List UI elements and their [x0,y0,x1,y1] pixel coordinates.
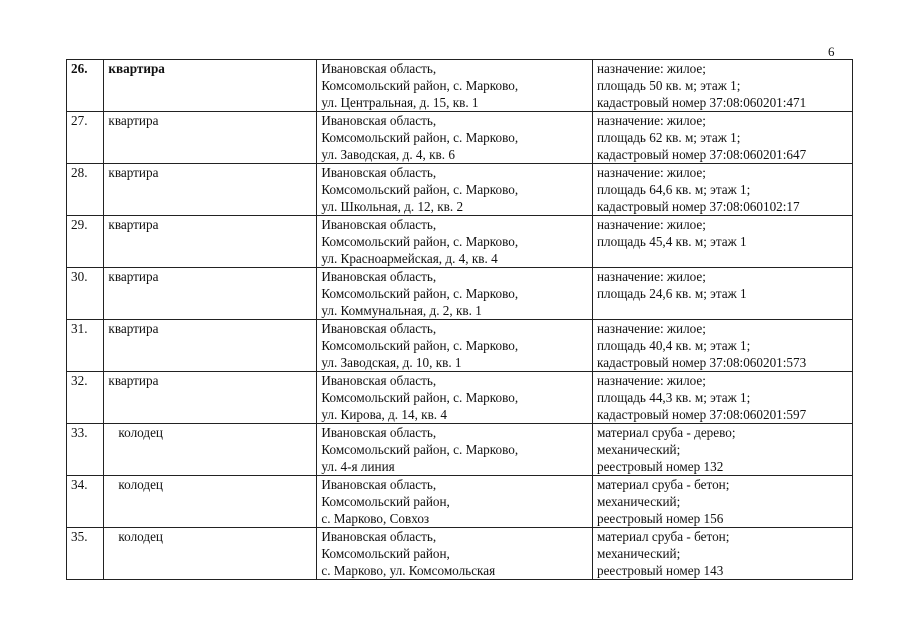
table-row [67,320,853,372]
address-line: ул. Заводская, д. 4, кв. 6 [321,147,455,162]
address-line: Комсомольский район, [321,546,450,561]
description-line: площадь 45,4 кв. м; этаж 1 [596,234,747,249]
address-line: Комсомольский район, с. Марково, [321,130,519,145]
description-line: назначение: жилое; [596,269,706,284]
description-line: кадастровый номер 37:08:060201:471 [596,95,807,110]
description-line: механический; [596,494,681,509]
row-number: 28. [67,164,104,216]
object-type: квартира [104,216,317,268]
address-line: Ивановская область, [321,165,437,180]
object-description [592,424,852,476]
object-address [317,268,593,320]
description-line: назначение: жилое; [596,217,706,232]
address-line: Ивановская область, [321,269,437,284]
object-address [317,320,593,372]
row-number: 34. [67,476,104,528]
description-line: механический; [596,442,681,457]
object-address [317,164,593,216]
description-line: кадастровый номер 37:08:060201:573 [596,355,807,370]
object-address [317,60,593,112]
address-line: Комсомольский район, с. Марково, [321,234,519,249]
description-line: площадь 24,6 кв. м; этаж 1 [596,286,747,301]
address-line: Ивановская область, [321,217,437,232]
table-row [67,476,853,528]
description-line: материал сруба - бетон; [596,529,730,544]
address-line: ул. Коммунальная, д. 2, кв. 1 [321,303,482,318]
object-address [317,476,593,528]
object-type: квартира [104,320,317,372]
address-line: Комсомольский район, [321,494,450,509]
object-type: квартира [104,60,317,112]
address-line: ул. Школьная, д. 12, кв. 2 [321,199,464,214]
address-line: ул. Кирова, д. 14, кв. 4 [321,407,447,422]
address-line: ул. Красноармейская, д. 4, кв. 4 [321,251,498,266]
table-row [67,372,853,424]
table-row [67,60,853,112]
table-row [67,528,853,580]
table-row [67,424,853,476]
description-line: назначение: жилое; [596,61,706,76]
object-description [592,164,852,216]
object-type: квартира [104,372,317,424]
table-row [67,164,853,216]
description-line: площадь 50 кв. м; этаж 1; [596,78,741,93]
description-line: назначение: жилое; [596,321,706,336]
object-description [592,216,852,268]
object-address [317,528,593,580]
address-line: Комсомольский район, с. Марково, [321,286,519,301]
table-row [67,268,853,320]
address-line: Ивановская область, [321,373,437,388]
object-address [317,112,593,164]
address-line: Комсомольский район, с. Марково, [321,338,519,353]
description-line: площадь 44,3 кв. м; этаж 1; [596,390,751,405]
row-number: 29. [67,216,104,268]
description-line: кадастровый номер 37:08:060102:17 [596,199,800,214]
object-description [592,320,852,372]
address-line: ул. 4-я линия [321,459,395,474]
address-line: ул. Заводская, д. 10, кв. 1 [321,355,462,370]
address-line: Ивановская область, [321,113,437,128]
row-number: 32. [67,372,104,424]
description-line: материал сруба - дерево; [596,425,736,440]
object-type: квартира [104,164,317,216]
table-row [67,112,853,164]
object-address [317,216,593,268]
description-line: кадастровый номер 37:08:060201:597 [596,407,807,422]
address-line: Комсомольский район, с. Марково, [321,390,519,405]
object-description [592,372,852,424]
address-line: Комсомольский район, с. Марково, [321,78,519,93]
object-type: квартира [104,112,317,164]
description-line: кадастровый номер 37:08:060201:647 [596,147,807,162]
object-type: колодец [104,424,317,476]
object-address [317,424,593,476]
description-line: назначение: жилое; [596,373,706,388]
description-line: площадь 40,4 кв. м; этаж 1; [596,338,751,353]
description-line: механический; [596,546,681,561]
row-number: 30. [67,268,104,320]
object-description [592,476,852,528]
row-number: 31. [67,320,104,372]
address-line: Ивановская область, [321,477,437,492]
object-description [592,112,852,164]
description-line: площадь 62 кв. м; этаж 1; [596,130,741,145]
page-number: 6 [828,44,835,59]
row-number: 35. [67,528,104,580]
address-line: ул. Центральная, д. 15, кв. 1 [321,95,479,110]
address-line: Комсомольский район, с. Марково, [321,182,519,197]
description-line: реестровый номер 143 [596,563,724,578]
address-line: Комсомольский район, с. Марково, [321,442,519,457]
row-number: 33. [67,424,104,476]
address-line: Ивановская область, [321,61,437,76]
object-type: квартира [104,268,317,320]
object-type: колодец [104,476,317,528]
description-line: реестровый номер 156 [596,511,724,526]
address-line: Ивановская область, [321,529,437,544]
description-line: материал сруба - бетон; [596,477,730,492]
row-number: 27. [67,112,104,164]
description-line: назначение: жилое; [596,113,706,128]
description-line: реестровый номер 132 [596,459,724,474]
description-line: назначение: жилое; [596,165,706,180]
object-address [317,372,593,424]
object-description [592,528,852,580]
address-line: с. Марково, Совхоз [321,511,430,526]
object-description [592,60,852,112]
object-type: колодец [104,528,317,580]
address-line: с. Марково, ул. Комсомольская [321,563,496,578]
table-row [67,216,853,268]
description-line: площадь 64,6 кв. м; этаж 1; [596,182,751,197]
address-line: Ивановская область, [321,425,437,440]
object-description [592,268,852,320]
property-registry-table [66,59,853,580]
address-line: Ивановская область, [321,321,437,336]
row-number: 26. [67,60,104,112]
